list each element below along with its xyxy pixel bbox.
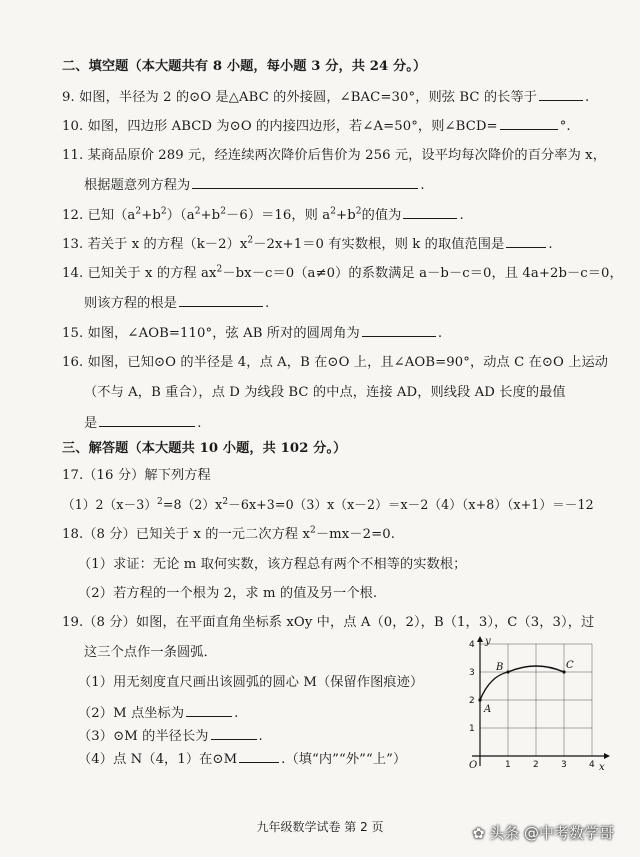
answer-blank-19-4[interactable] <box>239 750 279 763</box>
flower-icon: ✿ <box>472 826 485 842</box>
x-tick-3: 3 <box>561 760 567 770</box>
question-14-line2: 则该方程的根是 . <box>84 296 270 311</box>
answer-blank-10[interactable] <box>500 117 558 130</box>
section2-title: 二、填空题（本大题共有 8 小题，每小题 3 分，共 24 分。） <box>62 59 427 74</box>
question-12: 12. 已知$(a^2+b^2)(a^2+b^2-6)=16$，则 $a^2+b^2$的值为 . <box>62 206 464 223</box>
y-axis-arrow-icon <box>477 636 483 642</box>
question-11-line2: 根据题意列方程为 . <box>84 178 425 193</box>
question-10: 10. 如图，四边形 ABCD 为⊙O 的内接四边形，若∠A=50°，则∠BCD= °. <box>62 119 571 134</box>
y-axis-label: y <box>485 636 491 647</box>
point-c-label: C <box>566 660 574 671</box>
y-tick-1: 1 <box>469 724 475 734</box>
question-18-part1: （1）求证：无论 m 取何实数，该方程总有两个不相等的实数根； <box>78 557 467 572</box>
grid-lines <box>480 644 592 756</box>
point-a-marker <box>478 698 481 701</box>
question-19-part3: （3）⊙M 的半径长为 . <box>78 729 263 744</box>
page-footer: 九年级数学试卷 第 2 页 <box>256 820 384 834</box>
answer-blank-19-2[interactable] <box>186 704 232 717</box>
point-b-marker <box>506 670 509 673</box>
x-axis-arrow-icon <box>604 753 610 759</box>
answer-blank-19-3[interactable] <box>211 727 257 740</box>
question-17-equations: $(1)2(x-3)^2=8(2)x^2-6x+3=0(3)x(x-2)=x-2(4)(x+8)(x+1)=-12$ <box>62 496 594 512</box>
question-14-line1: 14. 已知关于 x 的方程 $ax^2-bx-c=0(a\ne 0)$的系数满足 a－b－c＝0，且 4a+2b－c＝0， <box>62 264 623 281</box>
question-18-part2: （2）若方程的一个根为 2，求 m 的值及另一个根. <box>78 586 378 601</box>
answer-blank-14[interactable] <box>179 294 263 307</box>
y-tick-4: 4 <box>469 640 475 650</box>
question-17-title: 17.（16 分）解下列方程 <box>62 468 211 483</box>
question-9: 9. 如图，半径为 2 的⊙O 是△ABC 的外接圆，∠BAC=30°，则弦 BC 的长等于 . <box>62 90 590 105</box>
question-16-line3: 是 . <box>84 416 202 431</box>
x-tick-4: 4 <box>589 760 595 770</box>
section3-title: 三、解答题（本大题共 10 小题，共 102 分。） <box>62 441 347 456</box>
y-tick-2: 2 <box>469 696 475 706</box>
question-19-part4: （4）点 N（4，1）在⊙M .（填“内”“外”“上”） <box>78 752 407 767</box>
origin-label: O <box>469 760 478 771</box>
answer-blank-12[interactable] <box>403 206 457 219</box>
question-19-part2: （2）M 点坐标为 . <box>78 706 239 721</box>
question-19-part1: （1）用无刻度直尺画出该圆弧的圆心 M（保留作图痕迹） <box>78 675 424 690</box>
point-b-label: B <box>496 662 504 673</box>
question-18-title: 18.（8 分）已知关于 x 的一元二次方程 $x^2-mx-2=0$. <box>62 525 395 542</box>
question-13: 13. 若关于 x 的方程$(k-2)x^2-2x+1=0$ 有实数根，则 k 的取值范围是 . <box>62 235 553 252</box>
question-16-line1: 16. 如图，已知⊙O 的半径是 4，点 A，B 在⊙O 上，且∠AOB=90°，动点 C 在⊙O 上运动 <box>62 355 609 370</box>
question-19-line2: 这三个点作一条圆弧． <box>84 645 217 660</box>
point-a-label: A <box>484 704 492 715</box>
question-15: 15. 如图，∠AOB=110°，弦 AB 所对的圆周角为 . <box>62 326 443 341</box>
watermark-text: 头条 @中考数学哥 <box>489 824 614 842</box>
question-11-line1: 11. 某商品原价 289 元，经连续两次降价后售价为 256 元，设平均每次降价的百分率为 x， <box>62 148 606 163</box>
question-16-line2: （不与 A，B 重合），点 D 为线段 BC 的中点，连接 AD，则线段 AD 长度的最值 <box>84 385 566 400</box>
answer-blank-16[interactable] <box>99 414 195 427</box>
x-tick-1: 1 <box>505 760 511 770</box>
watermark <box>473 822 614 843</box>
question-19-line1: 19.（8 分）如图，在平面直角坐标系 xOy 中，点 A（0，2），B（1，3），C（3，3），过 <box>62 615 595 630</box>
circular-arc <box>480 666 564 700</box>
answer-blank-13[interactable] <box>506 235 546 248</box>
x-axis-label: x <box>599 762 605 773</box>
answer-blank-9[interactable] <box>539 88 583 101</box>
coordinate-grid-figure <box>460 636 610 776</box>
answer-blank-15[interactable] <box>362 324 436 337</box>
y-tick-3: 3 <box>469 668 475 678</box>
x-tick-2: 2 <box>533 760 539 770</box>
answer-blank-11[interactable] <box>192 176 418 189</box>
